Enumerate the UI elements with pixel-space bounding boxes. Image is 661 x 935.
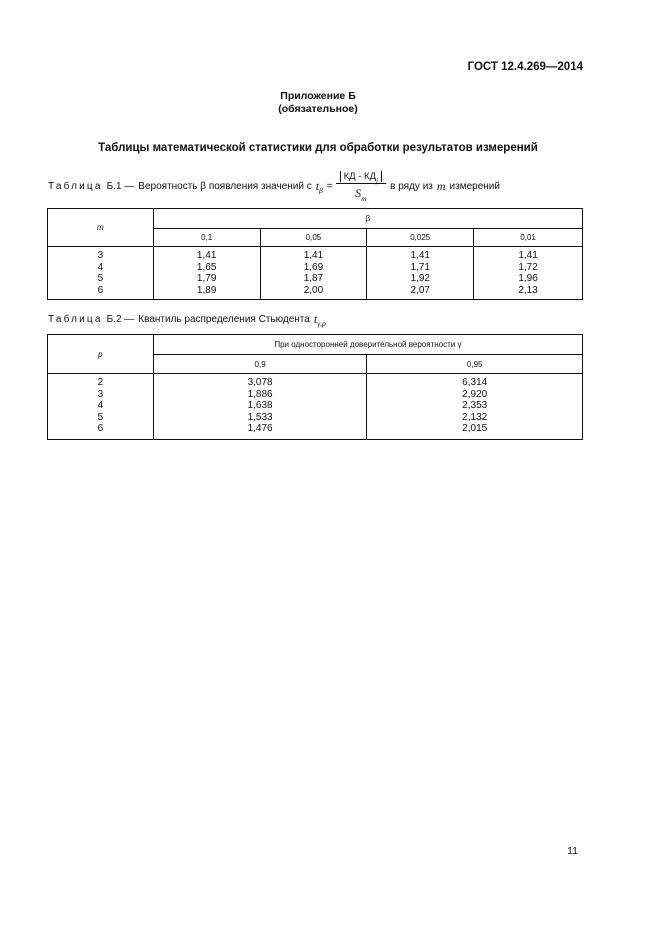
table-cell: 3,078: [247, 377, 273, 388]
table-cell: 4: [97, 261, 104, 273]
table-cell: 1,41: [518, 250, 538, 261]
formula-fraction: [336, 171, 386, 201]
table-cell: 1,41: [410, 250, 430, 261]
table-cell: 2,07: [410, 284, 430, 296]
table-beta-probability: [47, 208, 583, 300]
table-cell: 6: [97, 284, 104, 296]
table-cell: 1,71: [410, 261, 430, 273]
table1-col-header: 0,025: [367, 229, 474, 247]
table-cell: 2: [97, 377, 104, 388]
table1-row-header: m: [48, 209, 154, 247]
table1-caption-text: Вероятность β появления значений с: [138, 180, 312, 192]
table-cell: 1,92: [410, 273, 430, 284]
table1-caption-number: Б.1 —: [106, 180, 135, 192]
table1-data-column: [474, 247, 583, 300]
table-student-quantile: [47, 334, 583, 440]
table1-caption-end: измерений: [449, 180, 500, 192]
table1-caption-text-after: в ряду из: [390, 180, 433, 192]
table2-col-header: 0,95: [367, 355, 583, 374]
table2-caption-prefix: Таблица: [48, 313, 103, 325]
table2-caption-var: t: [313, 311, 318, 326]
formula-equals: =: [326, 180, 333, 192]
formula-numerator: КД - $КД_j$: [336, 171, 386, 184]
table-cell: 3: [97, 250, 104, 261]
table-cell: 5: [97, 411, 104, 423]
table2-caption-text: Квантиль распределения Стьюдента: [138, 313, 310, 325]
table1-caption: [48, 170, 500, 202]
table-cell: 1,79: [196, 273, 217, 284]
formula-variable: t: [315, 178, 320, 193]
table-cell: 1,72: [518, 261, 538, 273]
table1-data-column: [153, 247, 260, 300]
table1-m-column: [48, 247, 154, 300]
table-cell: 6: [97, 423, 104, 434]
table1-data-column: [260, 247, 367, 300]
table-cell: 2,015: [462, 423, 488, 434]
table-cell: 1,87: [303, 273, 324, 284]
table-cell: 1,476: [247, 423, 273, 434]
page-title: Таблицы математической статистики для обработки результатов измерений: [98, 142, 538, 154]
standard-code: ГОСТ 12.4.269—2014: [467, 61, 583, 73]
table2-data-column: [367, 374, 583, 440]
table-cell: 6,314: [462, 377, 488, 388]
table2-row-header: p: [48, 335, 154, 374]
table-cell: 1,41: [303, 250, 324, 261]
table-cell: 2,920: [462, 388, 488, 400]
table1-group-header: β: [153, 209, 582, 229]
table-cell: 1,533: [247, 411, 273, 423]
table-cell: 1,65: [196, 261, 217, 273]
table-cell: 2,13: [518, 284, 538, 296]
table2-caption-var-subscript: γ,p: [317, 318, 326, 328]
table2-p-column: [48, 374, 154, 440]
table-cell: 1,69: [303, 261, 324, 273]
table-cell: 5: [97, 273, 104, 284]
table-cell: 1,638: [247, 400, 273, 411]
table2-group-header: При односторонней доверительной вероятности γ: [153, 335, 582, 355]
table-cell: 1,96: [518, 273, 538, 284]
table2-caption-number: Б.2 —: [106, 313, 135, 325]
table-cell: 1,41: [196, 250, 217, 261]
table1-col-header: 0,01: [474, 229, 583, 247]
table2-col-header: 0,9: [153, 355, 367, 374]
table2-caption: [48, 312, 326, 326]
table-cell: 2,132: [462, 411, 488, 423]
table1-caption-var: m: [436, 178, 446, 193]
page-number: 11: [567, 845, 578, 857]
table1-col-header: 0,05: [260, 229, 367, 247]
table-cell: 2,353: [462, 400, 488, 411]
formula-variable-subscript: β: [319, 185, 323, 195]
table1-data-column: [367, 247, 474, 300]
table-cell: 1,89: [196, 284, 217, 296]
table1-caption-prefix: Таблица: [48, 180, 103, 192]
table1-col-header: 0,1: [153, 229, 260, 247]
annex-status: (обязательное): [278, 103, 358, 115]
annex-title: Приложение Б: [280, 90, 356, 102]
table2-data-column: [153, 374, 367, 440]
table-cell: 1,886: [247, 388, 273, 400]
formula-denominator: $S_m$: [355, 186, 367, 203]
annex-heading: [0, 90, 636, 116]
table-cell: 2,00: [303, 284, 324, 296]
table-cell: 4: [97, 400, 104, 411]
table-cell: 3: [97, 388, 104, 400]
